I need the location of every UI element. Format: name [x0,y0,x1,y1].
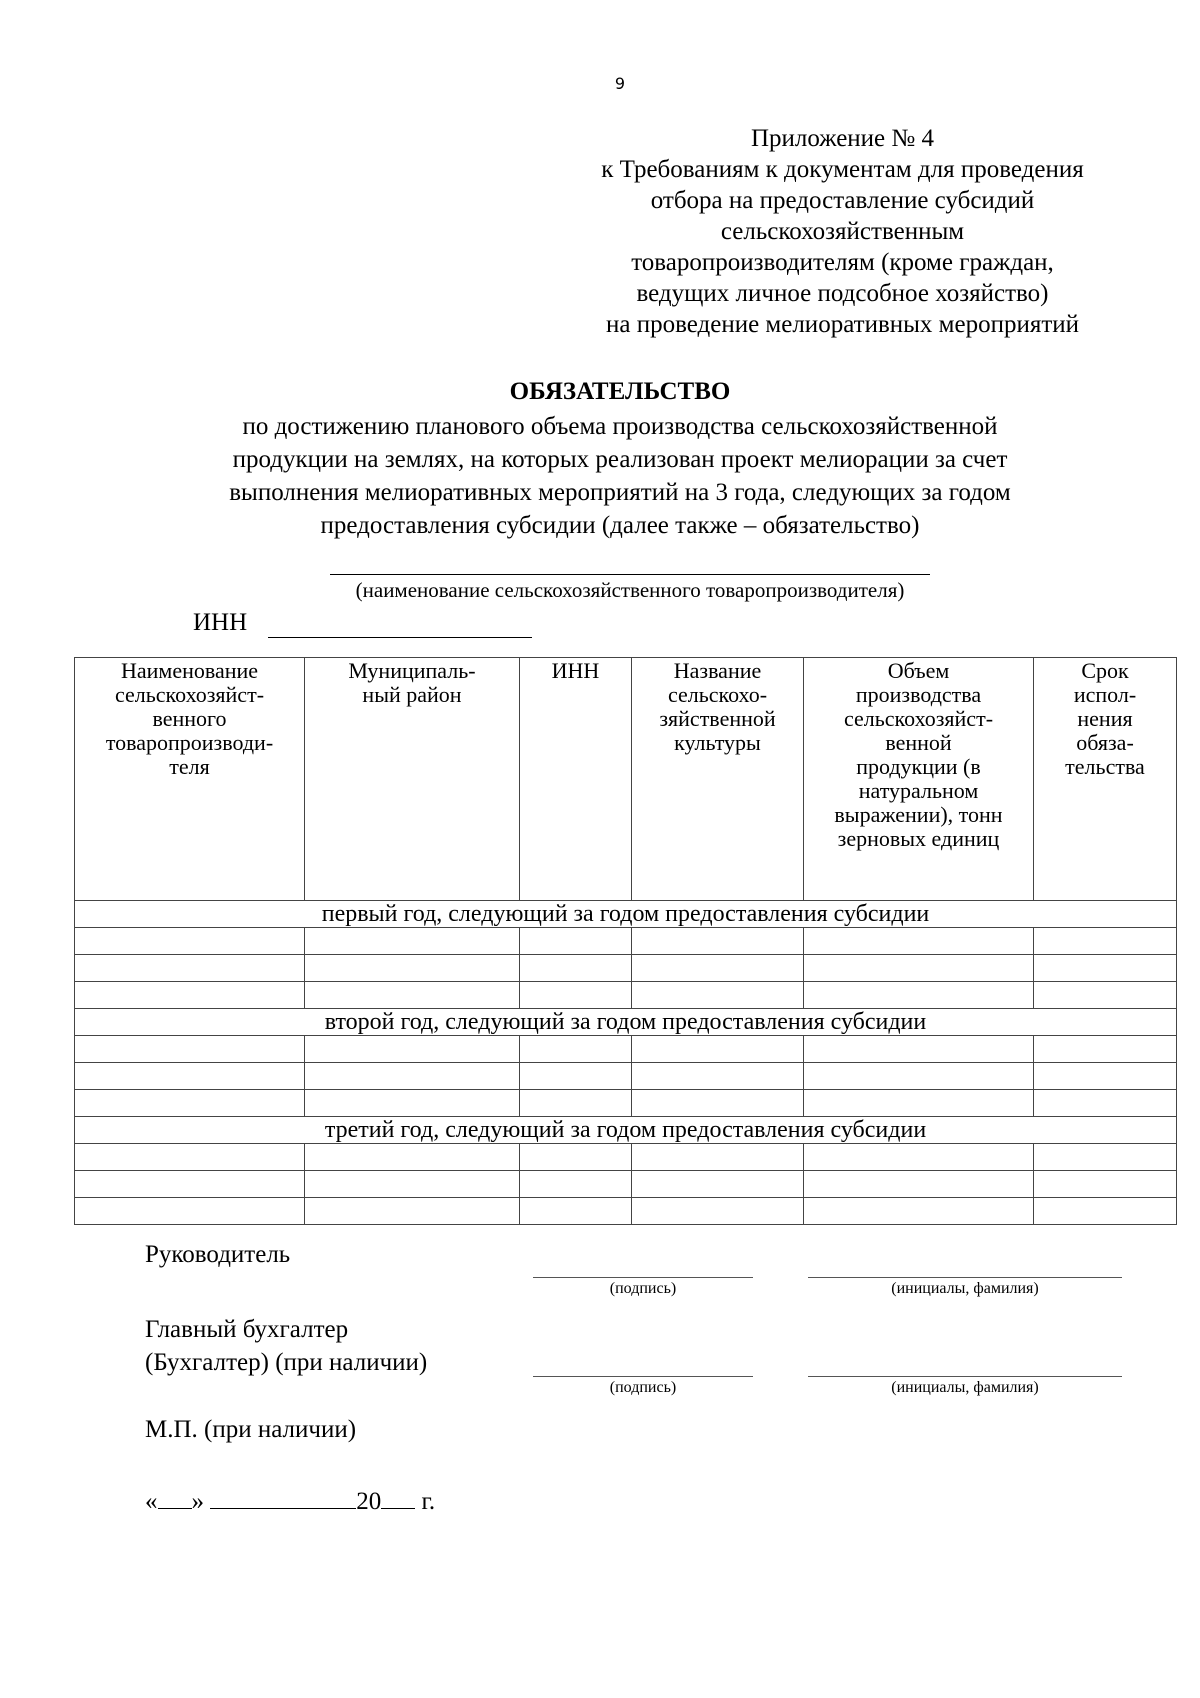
date-year-field[interactable] [381,1486,415,1509]
table-cell[interactable] [75,1090,305,1117]
section-row [75,1009,1177,1036]
table-cell[interactable] [520,1171,632,1198]
date-field [145,1486,435,1517]
date-open-quote: « [145,1488,158,1515]
annex-line: сельскохозяйственным [720,218,965,245]
table-cell[interactable] [305,1063,520,1090]
table-cell[interactable] [632,1063,804,1090]
document-subtitle [100,410,1140,542]
table-row [75,982,1177,1009]
table-cell[interactable] [632,1171,804,1198]
date-close-quote: » [191,1488,204,1515]
table-row [75,1036,1177,1063]
table-cell[interactable] [804,1090,1034,1117]
producer-name-field[interactable] [330,574,930,575]
table-row [75,1171,1177,1198]
seal-label: М.П. (при наличии) [145,1416,357,1443]
table-cell[interactable] [1034,982,1177,1009]
table-cell[interactable] [632,982,804,1009]
table-cell[interactable] [632,1198,804,1225]
accountant-label-note: (Бухгалтер) (при наличии) [145,1349,428,1376]
document-title: ОБЯЗАТЕЛЬСТВО [509,378,731,405]
section-row [75,901,1177,928]
table-cell[interactable] [75,955,305,982]
table-cell[interactable] [520,1198,632,1225]
header-producer-name: Наименование сельскохозяйст- венного товаропроизводи- теля [75,658,305,901]
subtitle-line: по достижению планового объема производства сельскохозяйственной [242,413,998,440]
table-cell[interactable] [804,1036,1034,1063]
annex-line: ведущих личное подсобное хозяйство) [636,280,1049,307]
header-municipal-district: Муниципаль- ный район [305,658,520,901]
inn-label: ИНН [193,609,248,636]
table-cell[interactable] [1034,928,1177,955]
table-cell[interactable] [520,955,632,982]
table-cell[interactable] [632,955,804,982]
section-third-year: третий год, следующий за годом предоставления субсидии [75,1117,1177,1144]
table-row [75,1063,1177,1090]
date-year-suffix: г. [421,1488,436,1515]
section-first-year: первый год, следующий за годом предоставления субсидии [75,901,1177,928]
table-cell[interactable] [1034,1198,1177,1225]
table-cell[interactable] [520,928,632,955]
date-month-field[interactable] [210,1486,356,1509]
table-row [75,1090,1177,1117]
table-cell[interactable] [1034,1063,1177,1090]
table-cell[interactable] [520,1036,632,1063]
table-cell[interactable] [75,982,305,1009]
table-header-row [75,658,1177,901]
table-cell[interactable] [520,982,632,1009]
producer-name-caption: (наименование сельскохозяйственного товаропроизводителя) [355,578,905,602]
table-cell[interactable] [305,1198,520,1225]
table-cell[interactable] [804,982,1034,1009]
head-signature-field[interactable] [533,1277,753,1278]
date-year-prefix: 20 [356,1488,382,1515]
table-cell[interactable] [804,1198,1034,1225]
head-name-field[interactable] [808,1277,1122,1278]
head-name-caption: (инициалы, фамилия) [891,1280,1039,1297]
table-cell[interactable] [305,1171,520,1198]
accountant-signature-caption: (подпись) [609,1379,677,1396]
table-cell[interactable] [632,1090,804,1117]
table-row [75,955,1177,982]
date-day-field[interactable] [158,1486,192,1509]
subtitle-line: выполнения мелиоративных мероприятий на 3 года, следующих за годом [229,479,1011,506]
header-production-volume: Объем производства сельскохозяйст- венной продукции (в натуральном выражении), тонн зерновых единиц [804,658,1034,901]
table-cell[interactable] [804,1144,1034,1171]
obligation-table [74,657,1177,1225]
table-row [75,1144,1177,1171]
head-label: Руководитель [145,1241,291,1268]
table-cell[interactable] [1034,1090,1177,1117]
table-cell[interactable] [804,928,1034,955]
section-row [75,1117,1177,1144]
table-cell[interactable] [520,1144,632,1171]
annex-line: отбора на предоставление субсидий [650,187,1035,214]
table-cell[interactable] [305,1144,520,1171]
annex-line: на проведение мелиоративных мероприятий [605,311,1080,338]
table-cell[interactable] [1034,1036,1177,1063]
accountant-name-caption: (инициалы, фамилия) [891,1379,1039,1396]
accountant-signature-field[interactable] [533,1376,753,1377]
table-cell[interactable] [632,1036,804,1063]
table-cell[interactable] [305,928,520,955]
table-cell[interactable] [305,1090,520,1117]
header-deadline: Срок испол- нения обяза- тельства [1034,658,1177,901]
table-cell[interactable] [520,1063,632,1090]
table-cell[interactable] [804,1063,1034,1090]
table-cell[interactable] [75,1144,305,1171]
table-cell[interactable] [520,1090,632,1117]
table-cell[interactable] [75,1198,305,1225]
table-cell[interactable] [632,1144,804,1171]
section-second-year: второй год, следующий за годом предоставления субсидии [75,1009,1177,1036]
annex-line: товаропроизводителям (кроме граждан, [631,249,1054,276]
header-inn: ИНН [520,658,632,901]
table-cell[interactable] [305,982,520,1009]
table-cell[interactable] [632,928,804,955]
annex-header [555,123,1130,340]
table-row [75,1198,1177,1225]
table-row [75,928,1177,955]
table-cell[interactable] [1034,955,1177,982]
table-cell[interactable] [305,1036,520,1063]
accountant-name-field[interactable] [808,1376,1122,1377]
annex-line: Приложение № 4 [750,125,935,152]
table-cell[interactable] [305,955,520,982]
table-cell[interactable] [75,1036,305,1063]
table-cell[interactable] [75,928,305,955]
table-cell[interactable] [804,1171,1034,1198]
header-crop-name: Название сельскохо- зяйственной культуры [632,658,804,901]
head-signature-caption: (подпись) [609,1280,677,1297]
annex-line: к Требованиям к документам для проведения [601,156,1084,183]
table-cell[interactable] [75,1063,305,1090]
page-number: 9 [614,74,626,93]
table-cell[interactable] [1034,1171,1177,1198]
subtitle-line: предоставления субсидии (далее также – обязательство) [320,512,920,539]
table-cell[interactable] [1034,1144,1177,1171]
table-cell[interactable] [804,955,1034,982]
inn-field[interactable] [268,637,532,638]
subtitle-line: продукции на землях, на которых реализован проект мелиорации за счет [232,446,1008,473]
accountant-label: Главный бухгалтер [145,1316,349,1343]
table-cell[interactable] [75,1171,305,1198]
